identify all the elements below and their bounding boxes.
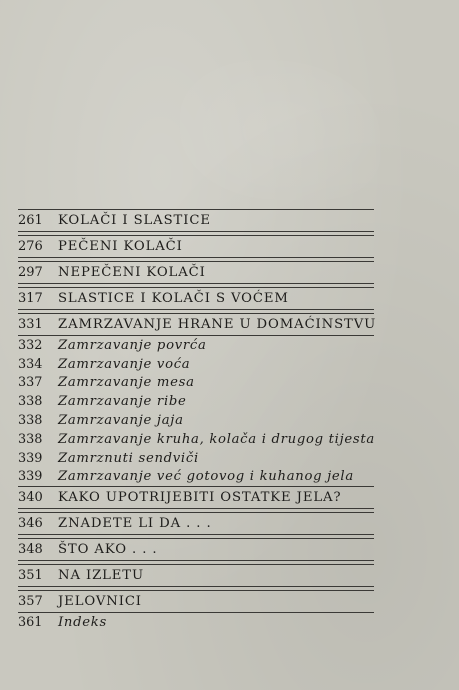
page-number: 357 — [18, 594, 43, 610]
entry-title: JELOVNICI — [58, 594, 142, 610]
toc-entry — [18, 314, 377, 335]
toc-subentry — [18, 430, 374, 449]
page-number: 340 — [18, 490, 43, 506]
entry-title: Zamrznuti sendviči — [58, 450, 199, 466]
page-number: 331 — [18, 317, 43, 332]
page-number: 361 — [18, 615, 43, 631]
entry-title: Zamrzavanje jaja — [58, 413, 184, 429]
toc-entry — [18, 539, 374, 560]
faded-illustration — [180, 60, 380, 200]
page-number: 339 — [18, 469, 43, 485]
toc-subentry — [18, 374, 374, 393]
toc-entry — [18, 262, 374, 283]
entry-title: Zamrzavanje voća — [58, 356, 191, 372]
toc-entry — [18, 210, 374, 231]
page-number: 338 — [18, 394, 43, 410]
page-number: 297 — [18, 265, 43, 280]
page-number: 276 — [18, 239, 43, 254]
entry-title: Zamrzavanje mesa — [58, 375, 195, 391]
page-number: 337 — [18, 375, 43, 391]
entry-title: PEČENI KOLAČI — [58, 239, 183, 254]
toc-entry — [18, 487, 374, 508]
page-number: 261 — [18, 213, 43, 228]
toc-subentry — [18, 468, 374, 487]
page-number: 351 — [18, 568, 43, 584]
entry-title: ZNADETE LI DA . . . — [58, 516, 212, 532]
table-of-contents — [18, 209, 377, 632]
toc-subentry — [18, 355, 374, 374]
entry-title: KAKO UPOTRIJEBITI OSTATKE JELA? — [58, 490, 342, 506]
toc-entry — [18, 591, 374, 612]
toc-entry — [18, 513, 374, 534]
toc-subentry — [18, 613, 374, 632]
toc-subentry — [18, 336, 374, 355]
page-number: 317 — [18, 291, 43, 306]
page-number: 346 — [18, 516, 43, 532]
toc-entry — [18, 288, 374, 309]
entry-title: Zamrzavanje već gotovog i kuhanog jela — [58, 469, 354, 485]
entry-title: ZAMRZAVANJE HRANE U DOMAĆINSTVU — [58, 317, 377, 332]
page-number: 348 — [18, 542, 43, 558]
page-number: 339 — [18, 450, 43, 466]
entry-title: NA IZLETU — [58, 568, 145, 584]
toc-subentry — [18, 449, 374, 468]
entry-title: Zamrzavanje povrća — [58, 337, 207, 353]
toc-subentry — [18, 392, 374, 411]
entry-title: ŠTO AKO . . . — [58, 542, 158, 558]
entry-title: NEPEČENI KOLAČI — [58, 265, 206, 280]
toc-entry — [18, 565, 374, 586]
page-number: 338 — [18, 431, 43, 447]
toc-subentry — [18, 411, 374, 430]
entry-title: Zamrzavanje ribe — [58, 394, 187, 410]
entry-title: Indeks — [58, 615, 107, 631]
entry-title: SLASTICE I KOLAČI S VOĆEM — [58, 291, 289, 306]
page-number: 334 — [18, 356, 43, 372]
toc-entry — [18, 236, 374, 257]
entry-title: Zamrzavanje kruha, kolača i drugog tijesta — [58, 431, 375, 447]
page-number: 332 — [18, 337, 43, 353]
page-number: 338 — [18, 413, 43, 429]
entry-title: KOLAČI I SLASTICE — [58, 213, 211, 228]
